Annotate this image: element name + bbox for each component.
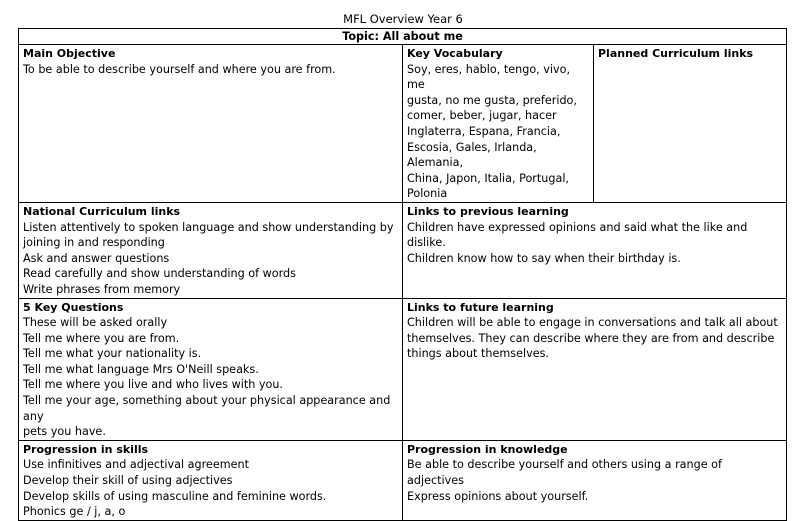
- planned-curriculum-links-cell: [594, 45, 787, 203]
- previous-learning-line: Children have expressed opinions and said what the like and dislike.: [407, 220, 748, 250]
- key-vocabulary-cell: [403, 45, 594, 203]
- overview-table: [18, 28, 787, 521]
- main-objective-text: To be able to describe yourself and where you are from.: [23, 62, 336, 76]
- nc-line: joining in and responding: [23, 236, 165, 250]
- links-future-learning-cell: [403, 298, 787, 440]
- key-question-line: pets you have.: [23, 425, 106, 439]
- vocab-line: Soy, eres, hablo, tengo, vivo, me: [407, 62, 571, 92]
- nc-line: Ask and answer questions: [23, 251, 170, 265]
- key-question-line: Tell me where you live and who lives with you.: [23, 378, 283, 392]
- key-questions-cell: [19, 298, 403, 440]
- key-question-line: These will be asked orally: [23, 316, 168, 330]
- key-question-line: Tell me what language Mrs O'Neill speaks.: [23, 362, 259, 376]
- nc-line: Write phrases from memory: [23, 282, 181, 296]
- future-learning-line: Children will be able to engage in conversations and talk all about: [407, 316, 778, 330]
- vocab-line: comer, beber, jugar, hacer: [407, 109, 557, 123]
- vocab-line: Escosia, Gales, Irlanda, Alemania,: [407, 140, 537, 170]
- key-questions-heading: 5 Key Questions: [23, 300, 124, 314]
- knowledge-line: Express opinions about yourself.: [407, 489, 589, 503]
- links-future-learning-heading: Links to future learning: [407, 300, 554, 314]
- knowledge-line: Be able to describe yourself and others using a range of adjectives: [407, 458, 722, 488]
- nc-line: Read carefully and show understanding of words: [23, 267, 296, 281]
- future-learning-line: things about themselves.: [407, 347, 549, 361]
- progression-skills-cell: [19, 440, 403, 520]
- national-curriculum-links-cell: [19, 202, 403, 298]
- links-previous-learning-cell: [403, 202, 787, 298]
- vocab-line: Inglaterra, Espana, Francia,: [407, 124, 561, 138]
- topic-header: Topic: All about me: [19, 29, 787, 45]
- vocab-line: gusta, no me gusta, preferido,: [407, 93, 577, 107]
- progression-skills-heading: Progression in skills: [23, 442, 149, 456]
- skills-line: Use infinitives and adjectival agreement: [23, 458, 249, 472]
- skills-line: Phonics ge / j, a, o: [23, 505, 126, 519]
- vocab-line: China, Japon, Italia, Portugal,: [407, 171, 569, 185]
- vocab-line: Polonia: [407, 187, 448, 201]
- main-objective-heading: Main Objective: [23, 47, 116, 60]
- skills-line: Develop their skill of using adjectives: [23, 474, 233, 488]
- future-learning-line: themselves. They can describe where they are from and describe: [407, 331, 775, 345]
- links-previous-learning-heading: Links to previous learning: [407, 204, 569, 218]
- progression-knowledge-heading: Progression in knowledge: [407, 442, 568, 456]
- previous-learning-line: Children know how to say when their birthday is.: [407, 251, 681, 265]
- main-objective-cell: [19, 45, 403, 203]
- document-title: MFL Overview Year 6: [343, 12, 463, 26]
- key-question-line: Tell me where you are from.: [23, 331, 180, 345]
- planned-curriculum-links-heading: Planned Curriculum links: [598, 47, 754, 60]
- key-vocabulary-heading: Key Vocabulary: [407, 47, 503, 60]
- progression-knowledge-cell: [403, 440, 787, 520]
- key-question-line: Tell me your age, something about your physical appearance and any: [23, 394, 391, 423]
- skills-line: Develop skills of using masculine and feminine words.: [23, 489, 327, 503]
- national-curriculum-links-heading: National Curriculum links: [23, 204, 181, 218]
- key-question-line: Tell me what your nationality is.: [23, 347, 202, 361]
- nc-line: Listen attentively to spoken language and show understanding by: [23, 220, 394, 234]
